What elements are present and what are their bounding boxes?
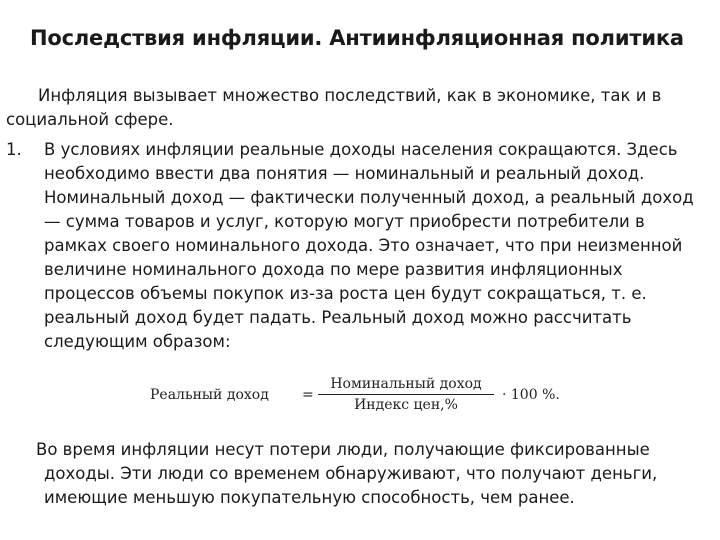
formula-fraction <box>318 376 494 413</box>
formula-numerator: Номинальный доход <box>318 376 494 395</box>
closing-paragraph <box>36 438 710 510</box>
list-item-text: В условиях инфляции реальные доходы населения сокращаются. Здесь необходимо ввести два понятия — номинальный и реальный доход. Номинальный доход — фактически полученный доход, а реальный доход — сумма товаров и услуг, которую могут приобрести потребители в рамках своего номинального дохода. Это означает, что при неизменной величине номинального дохода по мере развития инфляционных процессов объемы покупок из-за роста цен будут сокращаться, т. е. реальный доход будет падать. Реальный доход можно рассчитать следующим образом: <box>44 140 694 351</box>
formula-equals: = <box>302 387 314 403</box>
numbered-item-1 <box>6 138 710 354</box>
list-number: 1. <box>6 140 22 159</box>
formula-lhs: Реальный доход <box>150 387 269 403</box>
real-income-formula <box>150 376 620 420</box>
formula-denominator: Индекс цен,% <box>354 397 458 413</box>
closing-paragraph-rest: доходы. Эти люди со временем обнаруживают, что получают деньги, имеющие меньшую покупательную способность, чем ранее. <box>44 464 658 507</box>
page-title: Последствия инфляции. Антиинфляционная политика <box>30 26 684 50</box>
closing-paragraph-first-line: Во время инфляции несут потери люди, получающие фиксированные <box>36 440 650 459</box>
intro-paragraph: Инфляция вызывает множество последствий, как в экономике, так и в социальной сфере. <box>6 86 662 129</box>
formula-multiplier: · 100 %. <box>502 387 560 403</box>
